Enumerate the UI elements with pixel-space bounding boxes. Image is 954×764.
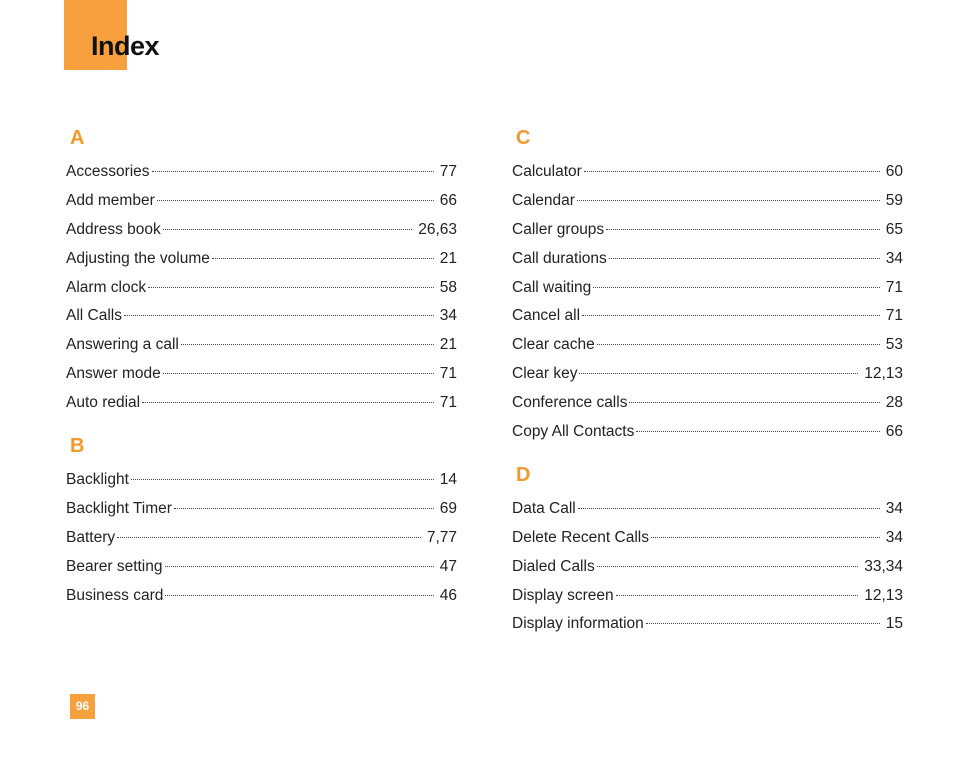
index-entry [66,331,457,360]
dot-leader [651,536,880,538]
dot-leader [124,314,434,316]
index-entry [66,302,457,331]
entry-label: Calendar [512,191,575,209]
dot-leader [163,372,434,374]
dot-leader [636,430,879,432]
dot-leader [117,536,421,538]
index-section-c [512,118,903,447]
entry-label: Dialed Calls [512,557,595,575]
entry-page-number: 59 [885,191,903,209]
section-letter: D [516,463,531,486]
entry-page-number: 33,34 [864,557,903,575]
index-section-a [66,118,457,418]
entry-label: Caller groups [512,220,605,238]
dot-leader [165,565,434,567]
entry-page-number: 7,77 [426,528,457,546]
entry-label: Conference calls [512,394,628,412]
index-section-b [66,426,457,610]
dot-leader [578,507,880,509]
entry-label: Answering a call [66,336,179,354]
entry-page-number: 69 [439,499,457,517]
entry-label: Adjusting the volume [66,249,210,267]
entry-label: Calculator [512,163,582,180]
section-letter: A [70,127,85,149]
entry-label: Cancel all [512,307,581,325]
index-entry [66,495,457,524]
index-entry [66,187,457,216]
dot-leader [584,170,880,172]
page-number-badge: 96 [70,694,95,719]
index-entry [512,610,903,639]
dot-leader [582,314,880,316]
dot-leader [606,228,880,230]
dot-leader [577,199,880,201]
entry-label: Alarm clock [66,278,147,296]
index-section-d [512,455,903,639]
entry-label: Copy All Contacts [512,423,635,441]
index-entry [512,524,903,553]
entry-label: Call waiting [512,278,592,296]
dot-leader [181,343,434,345]
dot-leader [157,199,434,201]
entry-page-number: 58 [439,278,457,296]
entry-page-number: 21 [439,336,457,354]
entry-page-number: 34 [885,499,903,517]
entry-label: Display information [512,615,644,633]
entry-page-number: 71 [439,365,457,383]
dot-leader [597,343,880,345]
dot-leader [579,372,858,374]
dot-leader [174,507,434,509]
entry-page-number: 12,13 [864,365,903,383]
section-letter: B [70,435,85,458]
page-title: Index [91,31,160,61]
dot-leader [212,257,434,259]
entry-label: All Calls [66,307,122,325]
entry-label: Answer mode [66,365,161,383]
dot-leader [165,594,433,596]
dot-leader [597,565,859,567]
entry-list [512,158,903,447]
entry-page-number: 34 [439,307,457,325]
entry-label: Backlight Timer [66,499,172,517]
entry-page-number: 66 [439,191,457,209]
index-entry [512,360,903,389]
index-entry [66,466,457,495]
index-entry [512,389,903,418]
index-entry [66,360,457,389]
index-entry [66,553,457,582]
entry-page-number: 71 [885,307,903,325]
index-entry [512,553,903,582]
entry-label: Data Call [512,499,576,517]
index-entry [512,216,903,245]
entry-label: Clear key [512,365,578,383]
index-entry [512,245,903,274]
index-entry [512,187,903,216]
index-entry [66,582,457,611]
entry-page-number: 47 [439,557,457,575]
entry-label: Business card [66,586,164,604]
dot-leader [163,228,412,230]
dot-leader [142,401,434,403]
entry-label: Auto redial [66,394,141,412]
index-entry [512,158,903,187]
entry-label: Clear cache [512,336,595,354]
index-entry [66,158,457,187]
entry-label: Delete Recent Calls [512,528,649,546]
dot-leader [629,401,879,403]
index-entry [512,302,903,331]
index-entry [66,245,457,274]
entry-label: Accessories [66,163,150,180]
entry-page-number: 14 [439,471,457,489]
entry-page-number: 66 [885,423,903,441]
entry-label: Backlight [66,471,129,489]
index-column-left [66,118,457,618]
entry-page-number: 21 [439,249,457,267]
entry-label: Display screen [512,586,614,604]
entry-label: Address book [66,220,161,238]
entry-page-number: 12,13 [864,586,903,604]
dot-leader [152,170,434,172]
index-entry [512,331,903,360]
index-entry [66,274,457,303]
entry-label: Bearer setting [66,557,163,575]
entry-label: Call durations [512,249,607,267]
entry-page-number: 53 [885,336,903,354]
entry-list [66,158,457,418]
entry-list [66,466,457,610]
dot-leader [646,622,880,624]
index-column-right [512,118,903,647]
entry-page-number: 26,63 [418,220,457,238]
entry-page-number: 34 [885,528,903,546]
dot-leader [609,257,880,259]
index-entry [66,389,457,418]
dot-leader [148,286,434,288]
entry-label: Add member [66,191,155,209]
entry-page-number: 34 [885,249,903,267]
entry-page-number: 77 [439,163,457,180]
index-entry [66,524,457,553]
section-letter: C [516,127,531,149]
index-entry [66,216,457,245]
dot-leader [593,286,879,288]
index-entry [512,582,903,611]
entry-page-number: 65 [885,220,903,238]
entry-page-number: 60 [885,163,903,180]
entry-list [512,495,903,639]
entry-page-number: 15 [885,615,903,633]
dot-leader [131,478,434,480]
entry-page-number: 71 [439,394,457,412]
entry-page-number: 71 [885,278,903,296]
entry-label: Battery [66,528,116,546]
entry-page-number: 46 [439,586,457,604]
dot-leader [616,594,859,596]
entry-page-number: 28 [885,394,903,412]
index-entry [512,495,903,524]
index-entry [512,274,903,303]
index-entry [512,418,903,447]
